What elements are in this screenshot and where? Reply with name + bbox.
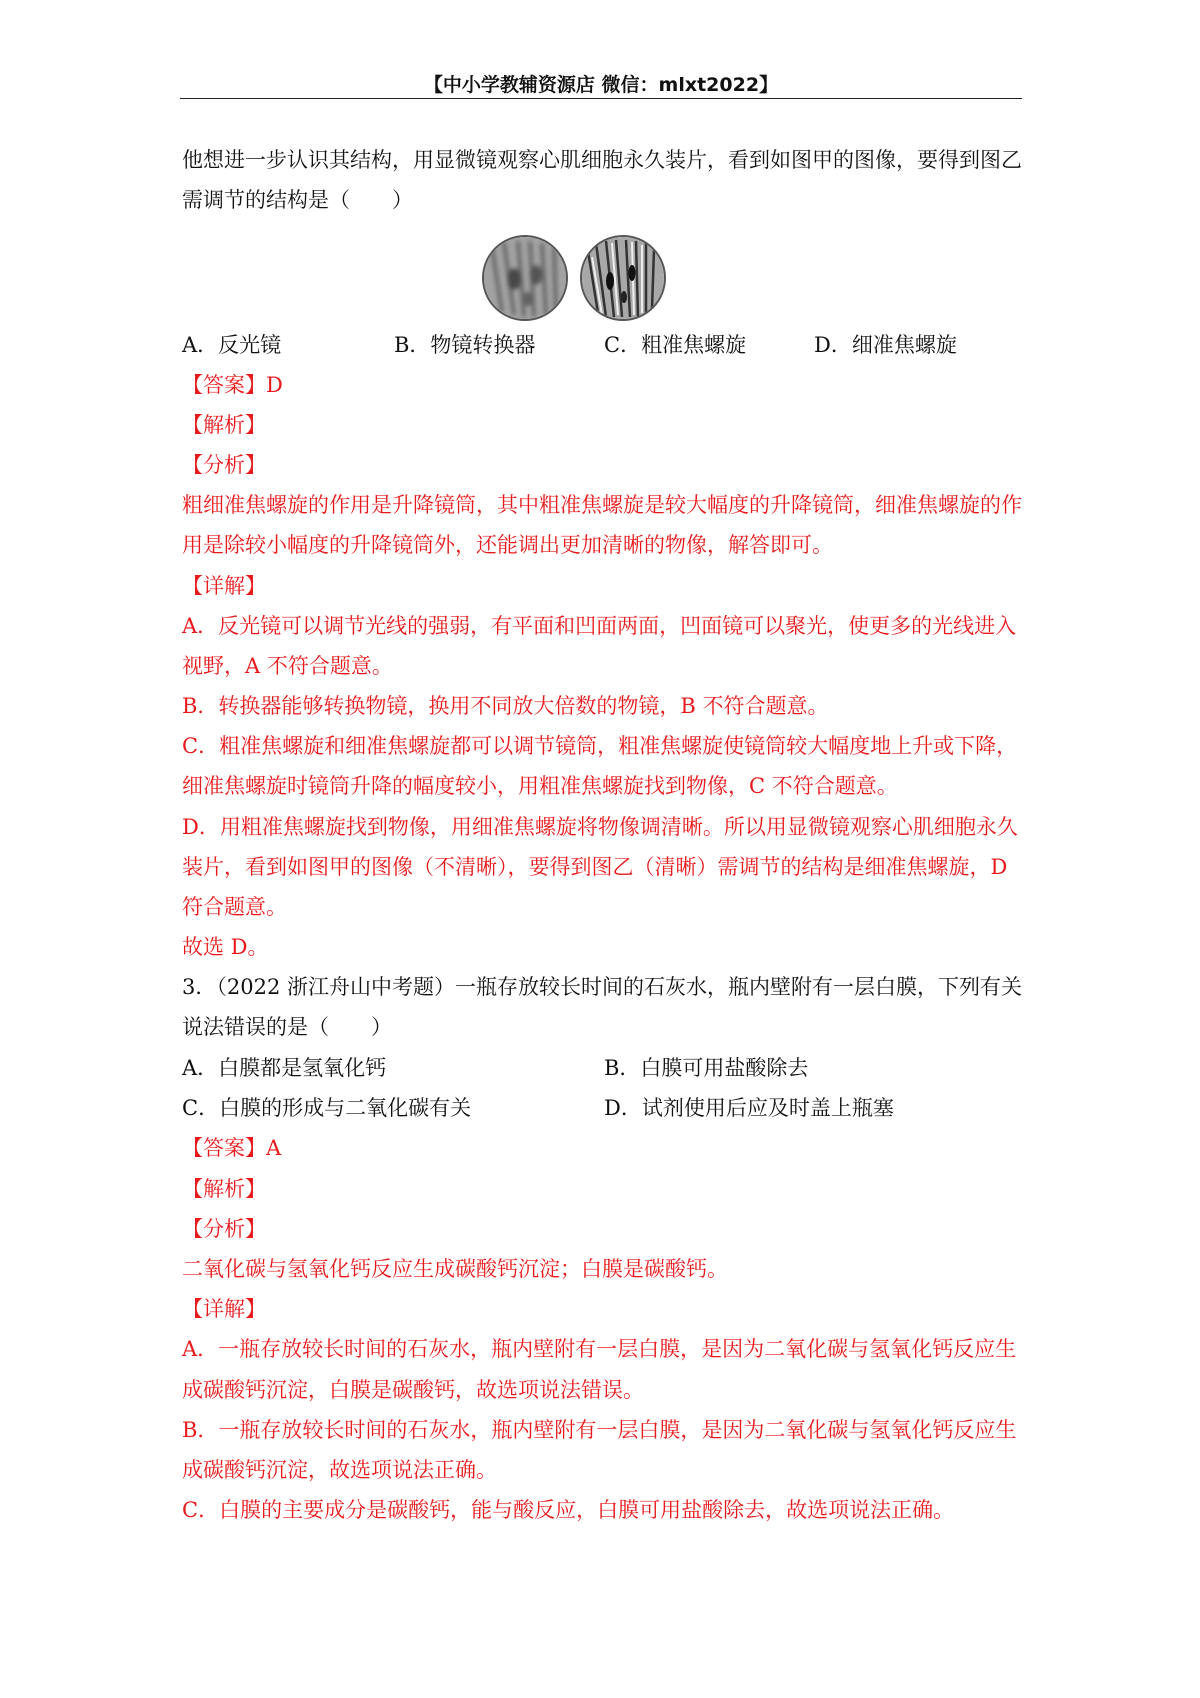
q3-detail-line-1: A．一瓶存放较长时间的石灰水，瓶内壁附有一层白膜，是因为二氧化碳与氢氧化钙反应生 bbox=[182, 1337, 1017, 1361]
q2-option-b: B．物镜转换器 bbox=[394, 333, 536, 357]
q3-analysis-line-1: 二氧化碳与氢氧化钙反应生成碳酸钙沉淀；白膜是碳酸钙。 bbox=[182, 1257, 728, 1281]
q2-analysis-line-1: 粗细准焦螺旋的作用是升降镜筒，其中粗准焦螺旋是较大幅度的升降镜筒，细准焦螺旋的作 bbox=[182, 493, 1022, 517]
q3-stem-line-2: 说法错误的是（ ） bbox=[182, 1015, 392, 1039]
q2-option-c: C．粗准焦螺旋 bbox=[604, 333, 747, 357]
q3-fenxi-heading: 【分析】 bbox=[182, 1217, 266, 1241]
q2-detail-line-5: 细准焦螺旋时镜筒升降的幅度较小，用粗准焦螺旋找到物像，C 不符合题意。 bbox=[182, 774, 898, 798]
q3-option-a: A．白膜都是氢氧化钙 bbox=[182, 1056, 387, 1080]
q2-detail-line-2: 视野，A 不符合题意。 bbox=[182, 654, 393, 678]
page-header: 【中小学教辅资源店 微信：mlxt2022】 bbox=[423, 74, 779, 96]
q3-detail-line-3: B．一瓶存放较长时间的石灰水，瓶内壁附有一层白膜，是因为二氧化碳与氢氧化钙反应生 bbox=[182, 1418, 1017, 1442]
q2-option-d: D．细准焦螺旋 bbox=[814, 333, 957, 357]
q2-stem-line-1: 他想进一步认识其结构，用显微镜观察心肌细胞永久装片，看到如图甲的图像，要得到图乙 bbox=[182, 148, 1022, 172]
q2-fenxi-heading: 【分析】 bbox=[182, 453, 266, 477]
microscope-image-blurry bbox=[482, 235, 568, 321]
q2-answer: 【答案】D bbox=[182, 373, 283, 397]
q3-detail-line-4: 成碳酸钙沉淀，故选项说法正确。 bbox=[182, 1458, 497, 1482]
q2-detail-line-3: B．转换器能够转换物镜，换用不同放大倍数的物镜，B 不符合题意。 bbox=[182, 694, 829, 718]
q2-detail-line-7: 装片，看到如图甲的图像（不清晰），要得到图乙（清晰）需调节的结构是细准焦螺旋，D bbox=[182, 855, 1008, 879]
q2-detail-line-4: C．粗准焦螺旋和细准焦螺旋都可以调节镜筒，粗准焦螺旋使镜筒较大幅度地上升或下降， bbox=[182, 734, 1018, 758]
q2-option-a: A．反光镜 bbox=[182, 333, 282, 357]
microscope-figure bbox=[482, 235, 720, 321]
q3-option-b: B．白膜可用盐酸除去 bbox=[604, 1056, 809, 1080]
q2-conclusion: 故选 D。 bbox=[182, 935, 269, 959]
q3-answer: 【答案】A bbox=[182, 1136, 282, 1160]
q3-options bbox=[182, 1053, 1022, 1123]
q2-detail-line-1: A．反光镜可以调节光线的强弱，有平面和凹面两面，凹面镜可以聚光，使更多的光线进入 bbox=[182, 614, 1017, 638]
q3-jiexi-heading: 【解析】 bbox=[182, 1177, 266, 1201]
microscope-image-clear bbox=[580, 235, 666, 321]
header-divider bbox=[180, 98, 1022, 99]
q2-detail-line-8: 符合题意。 bbox=[182, 895, 287, 919]
q3-option-d: D．试剂使用后应及时盖上瓶塞 bbox=[604, 1096, 894, 1120]
q3-stem-line-1: 3．（2022 浙江舟山中考题）一瓶存放较长时间的石灰水，瓶内壁附有一层白膜，下列有关 bbox=[182, 975, 1022, 999]
q3-option-c: C．白膜的形成与二氧化碳有关 bbox=[182, 1096, 472, 1120]
q2-jiexi-heading: 【解析】 bbox=[182, 413, 266, 437]
q2-detail-line-6: D．用粗准焦螺旋找到物像，用细准焦螺旋将物像调清晰。所以用显微镜观察心肌细胞永久 bbox=[182, 815, 1018, 839]
q2-xiangjie-heading: 【详解】 bbox=[182, 574, 266, 598]
q2-options bbox=[182, 330, 1022, 360]
q3-xiangjie-heading: 【详解】 bbox=[182, 1297, 266, 1321]
q2-analysis-line-2: 用是除较小幅度的升降镜筒外，还能调出更加清晰的物像，解答即可。 bbox=[182, 533, 833, 557]
q3-detail-line-5: C．白膜的主要成分是碳酸钙，能与酸反应，白膜可用盐酸除去，故选项说法正确。 bbox=[182, 1498, 955, 1522]
q2-stem-line-2: 需调节的结构是（ ） bbox=[182, 188, 413, 212]
q3-detail-line-2: 成碳酸钙沉淀，白膜是碳酸钙，故选项说法错误。 bbox=[182, 1378, 644, 1402]
